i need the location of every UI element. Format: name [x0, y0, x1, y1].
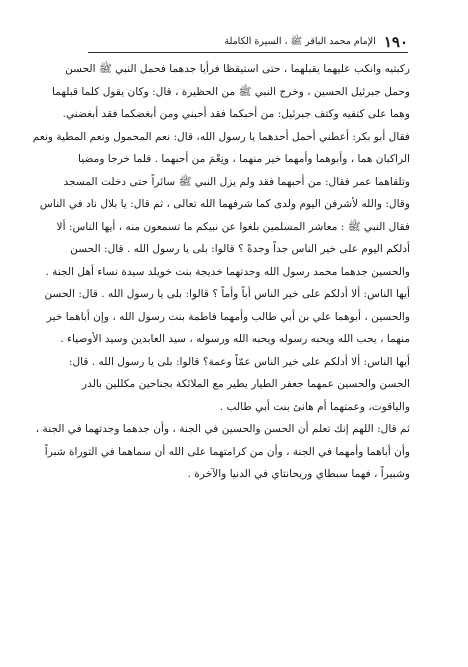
body-text — [32, 58, 410, 486]
text-line: أيها الناس: ألا أدلكم على خير الناس عمّاً وعمة؟ قالوا: بلى يا رسول الله . قال: — [68, 355, 410, 368]
text-line: وحمل جبرئيل الحسين ، وخرج النبي ﷺ من الحظيرة ، قال: وكان يقول كلما قبلهما — [52, 85, 410, 98]
running-title: الإمام محمد الباقر ﷺ ، السيرة الكاملة — [224, 36, 376, 47]
text-line: وقال: والله لأشرفن اليوم ولدى كما شرفهما الله تعالى ، ثم قال: يا بلال ناد في الناس — [39, 198, 410, 210]
text-line: فقال النبي ﷺ : معاشر المسلمين بلغوا عن نبيكم ما تسمعون منه ، أيها الناس: ألا — [56, 220, 410, 233]
text-line: منهما ، يحب الله ويحبه رسوله ويحبه الله ورسوله ، سيد العابدين وسيد الأوصياء . — [60, 333, 410, 345]
text-line: الراكبان هما ، وأبوهما وأمهما خير منهما ، ونِعْمَ من أحبهما . فلما خرجا ومضيا — [78, 153, 410, 165]
text-line: أدلكم اليوم على خير الناس جداً وجدةً ؟ قالوا: بلى يا رسول الله . قال: الحسن — [70, 243, 410, 255]
text-line: والحسين ، أبوهما علي بن أبي طالب وأمهما فاطمة بنت رسول الله ، وإن أباهما خير — [46, 310, 410, 323]
text-line: وشبيراً ، فهما سبطاي وريحانتاي في الدنيا والآخرة . — [187, 468, 410, 480]
text-line: وتلقاهما عمر فقال: من أحبهما فقد ولم يزل النبي ﷺ سائراً حتى دخلت المسجد — [63, 175, 410, 188]
text-line: وأن أباهما وأمهما في الجنة ، وأن من كرامتهما على الله أن سماهما في التوراة شبراً — [44, 445, 410, 458]
text-line: أيها الناس: ألا أدلكم على خير الناس أباً وأماً ؟ قالوا: بلى يا رسول الله . قال: الحسن — [44, 288, 410, 300]
text-line: وهما على كتفيه وكتف جبرئيل: من أحبكما فقد أحبني ومن أبغضكما فقد أبغضني. — [62, 108, 410, 120]
text-line: فقال أبو بكر: أعطني أحمل أحدهما يا رسول الله، قال: نعم المحمول ونعم المطية ونعم — [32, 130, 410, 143]
text-line: الحسن والحسين عمهما جعفر الطيار يطير مع الملائكة بجناحين مكللين بالدر — [82, 378, 410, 390]
header-rule — [88, 52, 408, 53]
text-line: والياقوت، وعمتهما أم هانئ بنت أبي طالب . — [219, 400, 410, 413]
page-header — [88, 34, 408, 50]
text-line: ركبتيه وانكب عليهما يقبلهما ، حتى استيقظا فرأيا جدهما فحمل النبي ﷺ الحسن — [65, 63, 410, 75]
text-line: والحسين جدهما محمد رسول الله وجدتهما خديجة بنت خويلد سيدة نساء أهل الجنة . — [45, 265, 410, 278]
page-number: ١٩٠ — [383, 33, 408, 51]
text-line: ثم قال: اللهم إنك تعلم أن الحسن والحسين في الجنة ، وأن جدهما وجدتهما في الجنة ، — [35, 423, 410, 435]
